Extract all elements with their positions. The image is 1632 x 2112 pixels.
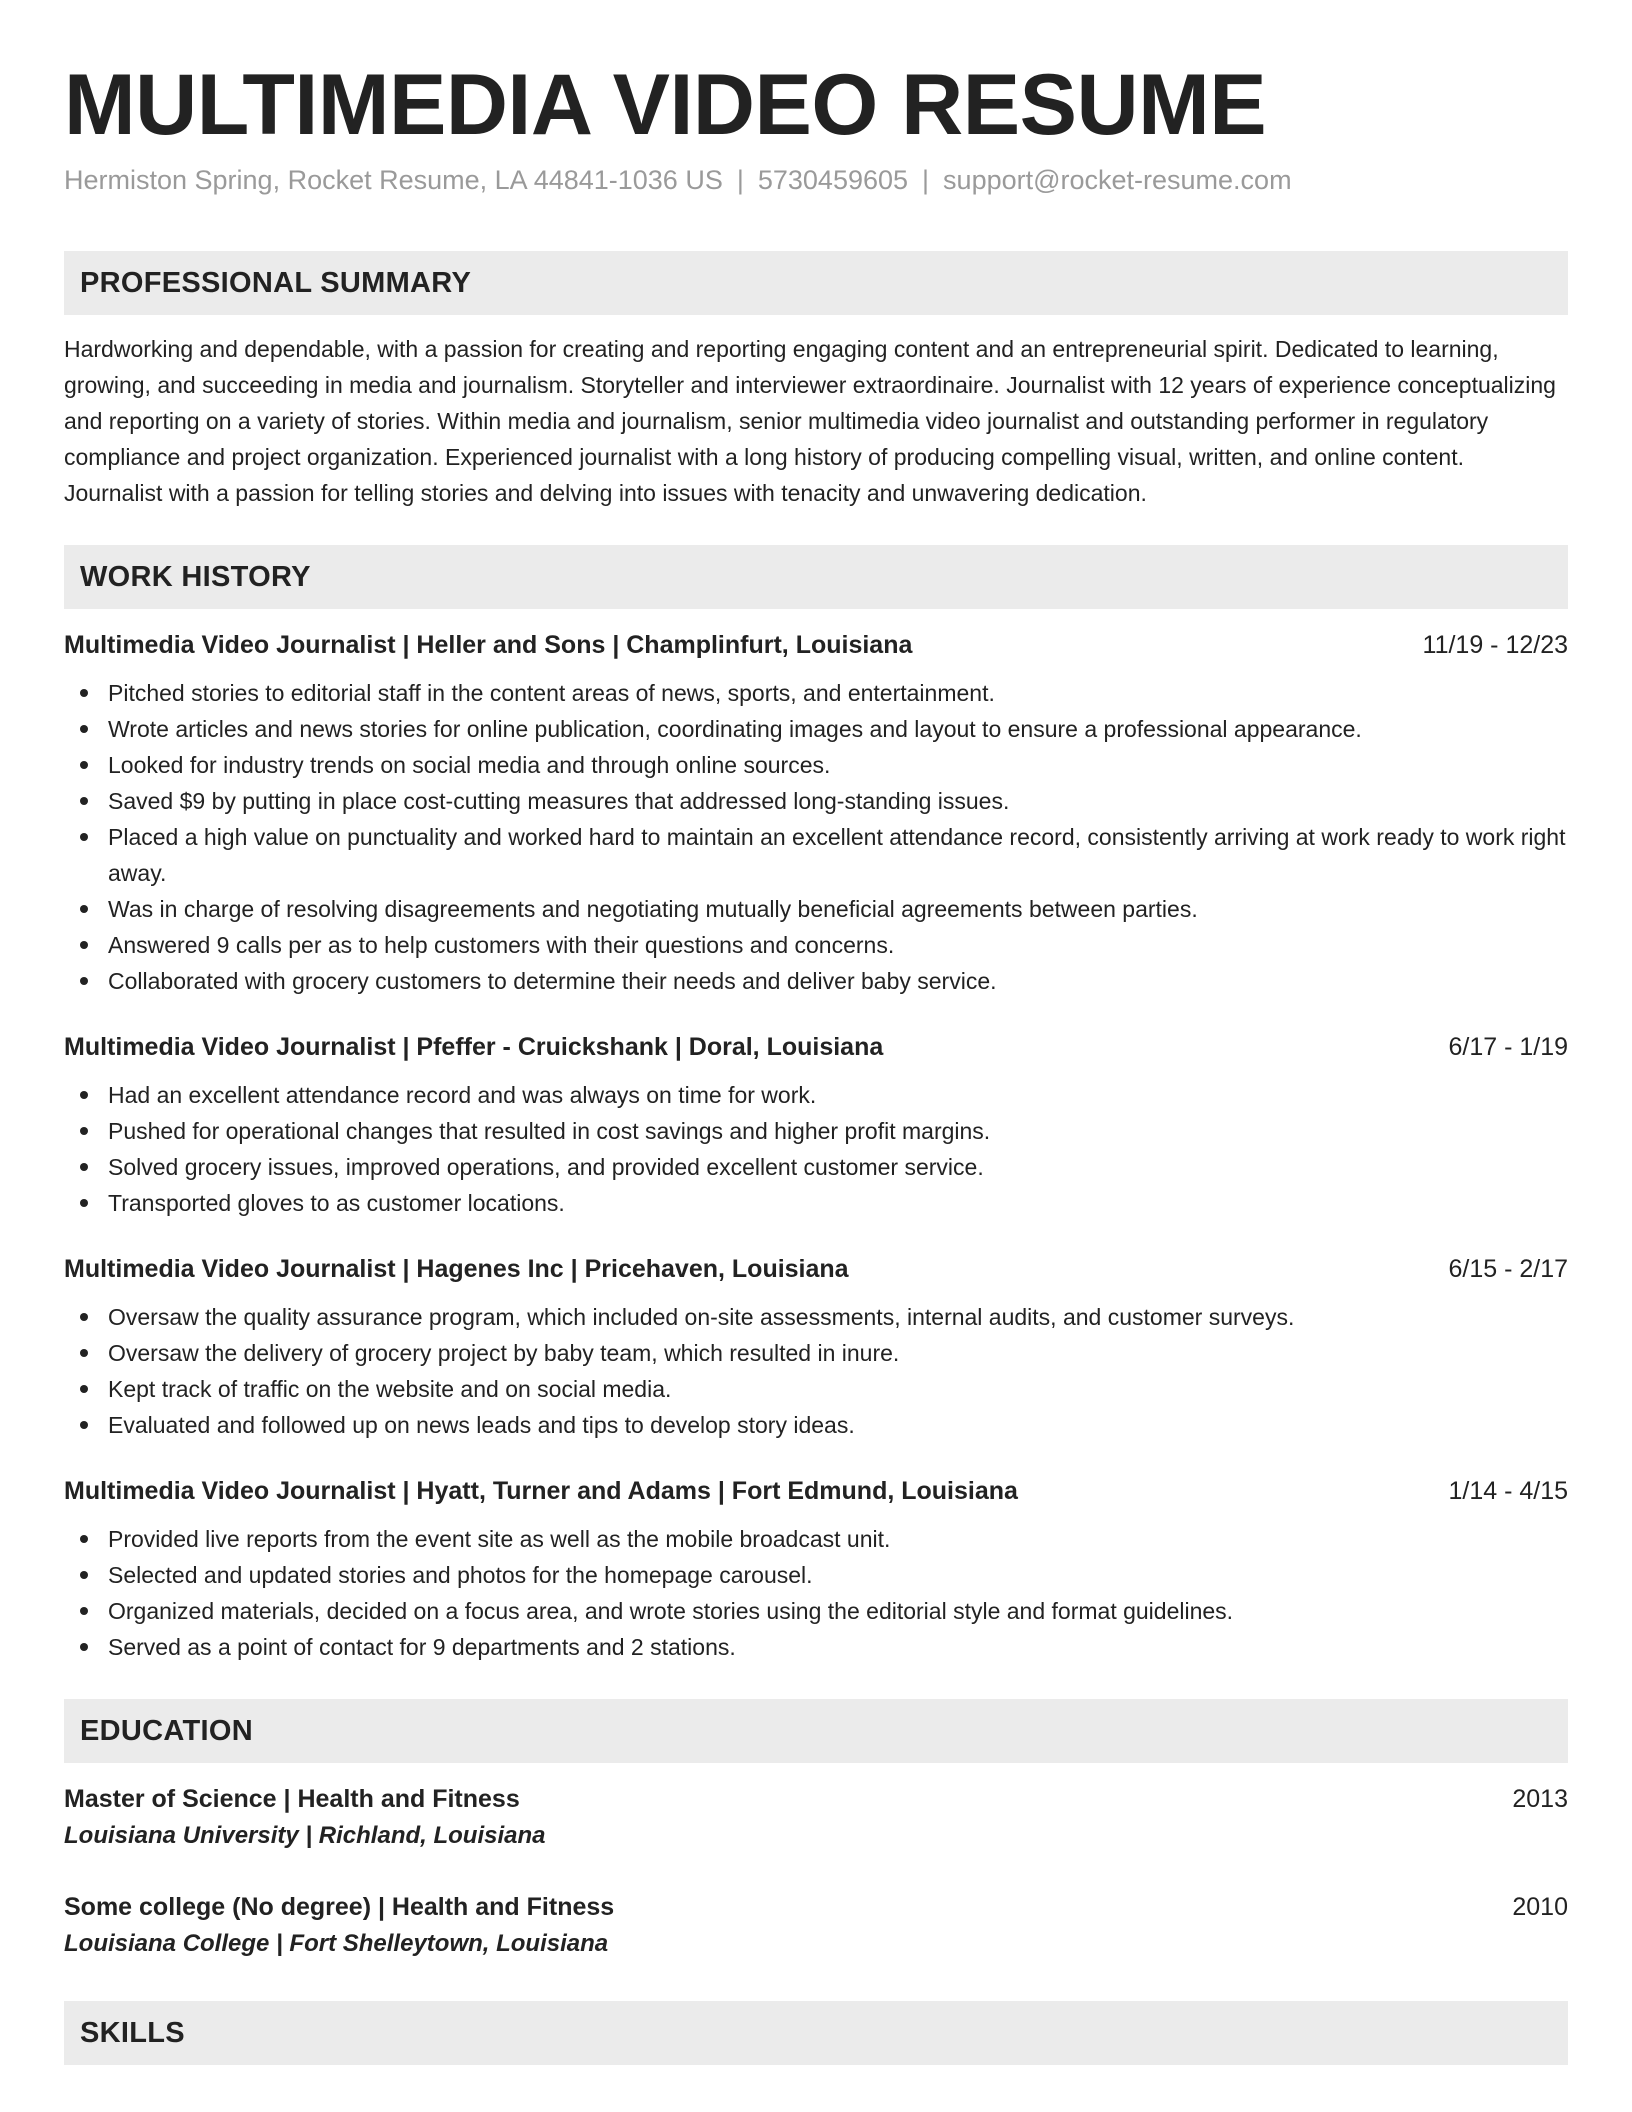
job-bullet: Oversaw the delivery of grocery project by baby team, which resulted in inure.: [64, 1335, 1568, 1371]
job-header: [64, 1029, 1568, 1065]
education-school: Louisiana College | Fort Shelleytown, Louisiana: [64, 1930, 609, 1958]
job-bullet: Was in charge of resolving disagreements and negotiating mutually beneficial agreements between parties.: [64, 891, 1568, 927]
job-bullet: Collaborated with grocery customers to determine their needs and deliver baby service.: [64, 963, 1568, 999]
section-header-skills: SKILLS: [64, 2001, 1568, 2065]
job-header: [64, 1251, 1568, 1287]
job-dates: 11/19 - 12/23: [1422, 631, 1568, 660]
education-year: 2013: [1512, 1785, 1568, 1814]
contact-line: [64, 165, 1568, 196]
contact-email: support@rocket-resume.com: [943, 165, 1292, 196]
job-header: [64, 627, 1568, 663]
job-dates: 1/14 - 4/15: [1448, 1477, 1568, 1506]
education-year: 2010: [1512, 1893, 1568, 1922]
section-header-education: EDUCATION: [64, 1699, 1568, 1763]
resume-title: MULTIMEDIA VIDEO RESUME: [64, 57, 1267, 153]
job-bullet: Solved grocery issues, improved operations, and provided excellent customer service.: [64, 1149, 1568, 1185]
job-bullets: [64, 1299, 1568, 1443]
job-entry: [64, 627, 1568, 999]
job-bullet: Had an excellent attendance record and was always on time for work.: [64, 1077, 1568, 1113]
job-header: [64, 1473, 1568, 1509]
job-bullet: Organized materials, decided on a focus area, and wrote stories using the editorial style and format guidelines.: [64, 1593, 1568, 1629]
job-dates: 6/15 - 2/17: [1448, 1255, 1568, 1284]
job-bullet: Saved $9 by putting in place cost-cutting measures that addressed long-standing issues.: [64, 783, 1568, 819]
education-degree: Master of Science | Health and Fitness: [64, 1785, 520, 1814]
job-title: Multimedia Video Journalist | Hagenes Inc | Pricehaven, Louisiana: [64, 1255, 849, 1284]
job-dates: 6/17 - 1/19: [1448, 1033, 1568, 1062]
job-entry: [64, 1251, 1568, 1443]
job-bullet: Kept track of traffic on the website and on social media.: [64, 1371, 1568, 1407]
job-bullet: Served as a point of contact for 9 departments and 2 stations.: [64, 1629, 1568, 1665]
job-bullet: Looked for industry trends on social media and through online sources.: [64, 747, 1568, 783]
job-bullet: Provided live reports from the event site as well as the mobile broadcast unit.: [64, 1521, 1568, 1557]
job-bullet: Selected and updated stories and photos for the homepage carousel.: [64, 1557, 1568, 1593]
job-title: Multimedia Video Journalist | Heller and Sons | Champlinfurt, Louisiana: [64, 631, 913, 660]
job-entry: [64, 1473, 1568, 1665]
summary-text: Hardworking and dependable, with a passion for creating and reporting engaging content and an entrepreneurial spirit. Dedicated to learning, growing, and succeeding in media and journalism. Storyteller and interviewer extraordinaire. Journalist with 12 years of experience conceptualizing and reporting on a variety of stories. Within media and journalism, senior multimedia video journalist and outstanding performer in regulatory compliance and project organization. Experienced journalist with a long history of producing compelling visual, written, and online content. Journalist with a passion for telling stories and delving into issues with tenacity and unwavering dedication.: [64, 336, 1556, 507]
job-bullet: Answered 9 calls per as to help customers with their questions and concerns.: [64, 927, 1568, 963]
education-entry: [64, 1781, 1568, 1855]
job-bullets: [64, 1077, 1568, 1221]
job-title: Multimedia Video Journalist | Hyatt, Turner and Adams | Fort Edmund, Louisiana: [64, 1477, 1018, 1506]
job-bullet: Placed a high value on punctuality and worked hard to maintain an excellent attendance record, consistently arriving at work ready to work right away.: [64, 819, 1568, 891]
contact-address: Hermiston Spring, Rocket Resume, LA 44841-1036 US: [64, 165, 723, 196]
education-school: Louisiana University | Richland, Louisiana: [64, 1822, 546, 1850]
education-entry: [64, 1889, 1568, 1963]
section-header-work-history: WORK HISTORY: [64, 545, 1568, 609]
job-entry: [64, 1029, 1568, 1221]
job-title: Multimedia Video Journalist | Pfeffer - Cruickshank | Doral, Louisiana: [64, 1033, 884, 1062]
job-bullet: Pitched stories to editorial staff in the content areas of news, sports, and entertainment.: [64, 675, 1568, 711]
education-degree: Some college (No degree) | Health and Fitness: [64, 1893, 615, 1922]
job-bullet: Pushed for operational changes that resulted in cost savings and higher profit margins.: [64, 1113, 1568, 1149]
job-bullet: Evaluated and followed up on news leads and tips to develop story ideas.: [64, 1407, 1568, 1443]
job-bullet: Oversaw the quality assurance program, which included on-site assessments, internal audits, and customer surveys.: [64, 1299, 1568, 1335]
contact-separator: |: [922, 165, 930, 196]
contact-separator: |: [736, 165, 744, 196]
job-bullets: [64, 675, 1568, 999]
job-bullets: [64, 1521, 1568, 1665]
education-header: [64, 1781, 1568, 1817]
job-bullet: Transported gloves to as customer locations.: [64, 1185, 1568, 1221]
job-bullet: Wrote articles and news stories for online publication, coordinating images and layout to ensure a professional appearance.: [64, 711, 1568, 747]
education-header: [64, 1889, 1568, 1925]
contact-phone: 5730459605: [757, 165, 909, 196]
section-header-summary: PROFESSIONAL SUMMARY: [64, 251, 1568, 315]
